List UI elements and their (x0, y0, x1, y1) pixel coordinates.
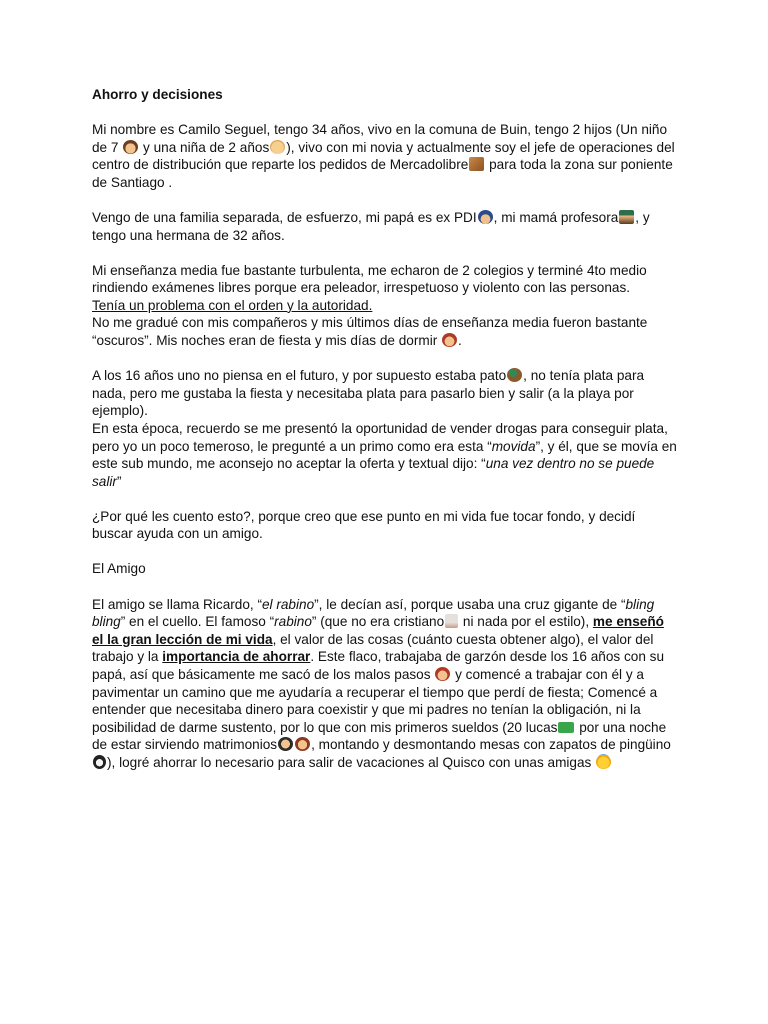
angel-emoji-icon (596, 755, 611, 769)
paragraph-age-16 (92, 367, 678, 490)
duck-emoji-icon (507, 368, 522, 382)
text: Mi nombre es Camilo Seguel, tengo 34 años, vivo en la comuna de Buin, tengo 2 hijos (Un niño de 7 (92, 122, 668, 155)
text: para toda la zona sur poniente de Santiago . (92, 157, 673, 190)
text: ” (que no era cristiano (311, 614, 445, 630)
penguin-emoji-icon (93, 755, 106, 769)
italic-text: el rabino (261, 596, 315, 612)
text: ”, le decían así, porque usaba una cruz gigante de “ (314, 596, 626, 612)
text: , montando y desmontando mesas con zapatos de pingüino (311, 737, 671, 753)
text: El amigo se llama Ricardo, “ (92, 596, 262, 612)
paragraph-rock-bottom: ¿Por qué les cuento esto?, porque creo que ese punto en mi vida fue tocar fondo, y decidí buscar ayuda con un amigo. (92, 508, 636, 542)
text: y comencé a trabajar con él y a pavimentar un camino que me ayudaría a recuperar el tiempo que perdí de fiesta; Comencé a entender que necesitaba dinero para coexistir y que mi padres no tenían la obligación, ni la posibilidad de darme sustento, por lo que con mis primeros sueldos (20 lucas (92, 666, 658, 735)
document-body (92, 86, 678, 789)
paragraph-family (92, 209, 678, 244)
text: Mi enseñanza media fue bastante turbulenta, me echaron de 2 colegios y terminé 4to medio rindiendo exámenes libres porque era peleador, irrespetuoso y violento con las personas. (92, 262, 647, 296)
boy-emoji-icon (123, 140, 138, 154)
italic-text: rabino (274, 614, 312, 630)
paragraph-intro (92, 121, 678, 191)
italic-text: una vez dentro no se puede salir (92, 456, 655, 489)
text: Vengo de una familia separada, de esfuerzo, mi papá es ex PDI (92, 209, 477, 225)
text: ” (116, 473, 122, 489)
text: ), vivo con mi novia y actualmente soy el jefe de operaciones del centro de distribución que reparte los pedidos de Mercadolibre (92, 139, 675, 173)
paragraph-friend (92, 596, 678, 772)
package-emoji-icon (469, 157, 484, 171)
text: ”, y él, que se movía en este sub mundo, me aconsejo no aceptar la oferta y textual dijo: “ (92, 438, 677, 472)
waiter-emoji-icon (278, 737, 293, 751)
text: por una noche de estar sirviendo matrimonios (92, 719, 667, 753)
italic-text: bling bling (92, 596, 655, 630)
bold-underlined-text: importancia de ahorrar (162, 649, 311, 665)
paragraph-school (92, 262, 678, 350)
text: y una niña de 2 años (143, 139, 270, 155)
italic-text: movida (491, 438, 536, 454)
bride-emoji-icon (295, 737, 310, 751)
church-emoji-icon (445, 614, 458, 628)
text: ” en el cuello. El famoso “ (120, 614, 275, 630)
underlined-text: Tenía un problema con el orden y la autoridad. (92, 297, 373, 313)
bold-underlined-text: me enseñó el la gran lección de mi vida (92, 614, 664, 647)
teacher-emoji-icon (619, 210, 634, 224)
section-heading-amigo: El Amigo (92, 561, 146, 577)
text: , el valor de las cosas (cuánto cuesta obtener algo), el valor del trabajo y la (92, 631, 654, 665)
text: . Este flaco, trabajaba de garzón desde los 16 años con su papá, así que básicamente me sacó de los malos pasos (92, 649, 665, 682)
document-title: Ahorro y decisiones (92, 87, 223, 102)
person-emoji-icon (435, 667, 450, 681)
sleeping-person-emoji-icon (442, 333, 457, 347)
text: , no tenía plata para nada, pero me gustaba la fiesta y necesitaba plata para pasarlo bien y salir (a la playa por ejemplo). (92, 368, 645, 419)
text: A los 16 años uno no piensa en el futuro, y por supuesto estaba pato (92, 368, 507, 384)
text: En esta época, recuerdo se me presentó la oportunidad de vender drogas para conseguir plata, pero yo un poco temeroso, le pregunté a un primo como era esta “ (92, 420, 668, 454)
text: No me gradué con mis compañeros y mis últimos días de enseñanza media fueron bastante “oscuros”. Mis noches eran de fiesta y mis días de dormir (92, 315, 648, 349)
money-emoji-icon (558, 722, 574, 733)
police-officer-emoji-icon (478, 210, 493, 224)
text: ), logré ahorrar lo necesario para salir de vacaciones al Quisco con unas amigas (107, 754, 592, 770)
text: , y tengo una hermana de 32 años. (92, 209, 650, 243)
text: . (458, 333, 462, 349)
text: ni nada por el estilo), (459, 614, 590, 630)
baby-emoji-icon (270, 140, 285, 154)
text: , mi mamá profesora (493, 209, 619, 225)
